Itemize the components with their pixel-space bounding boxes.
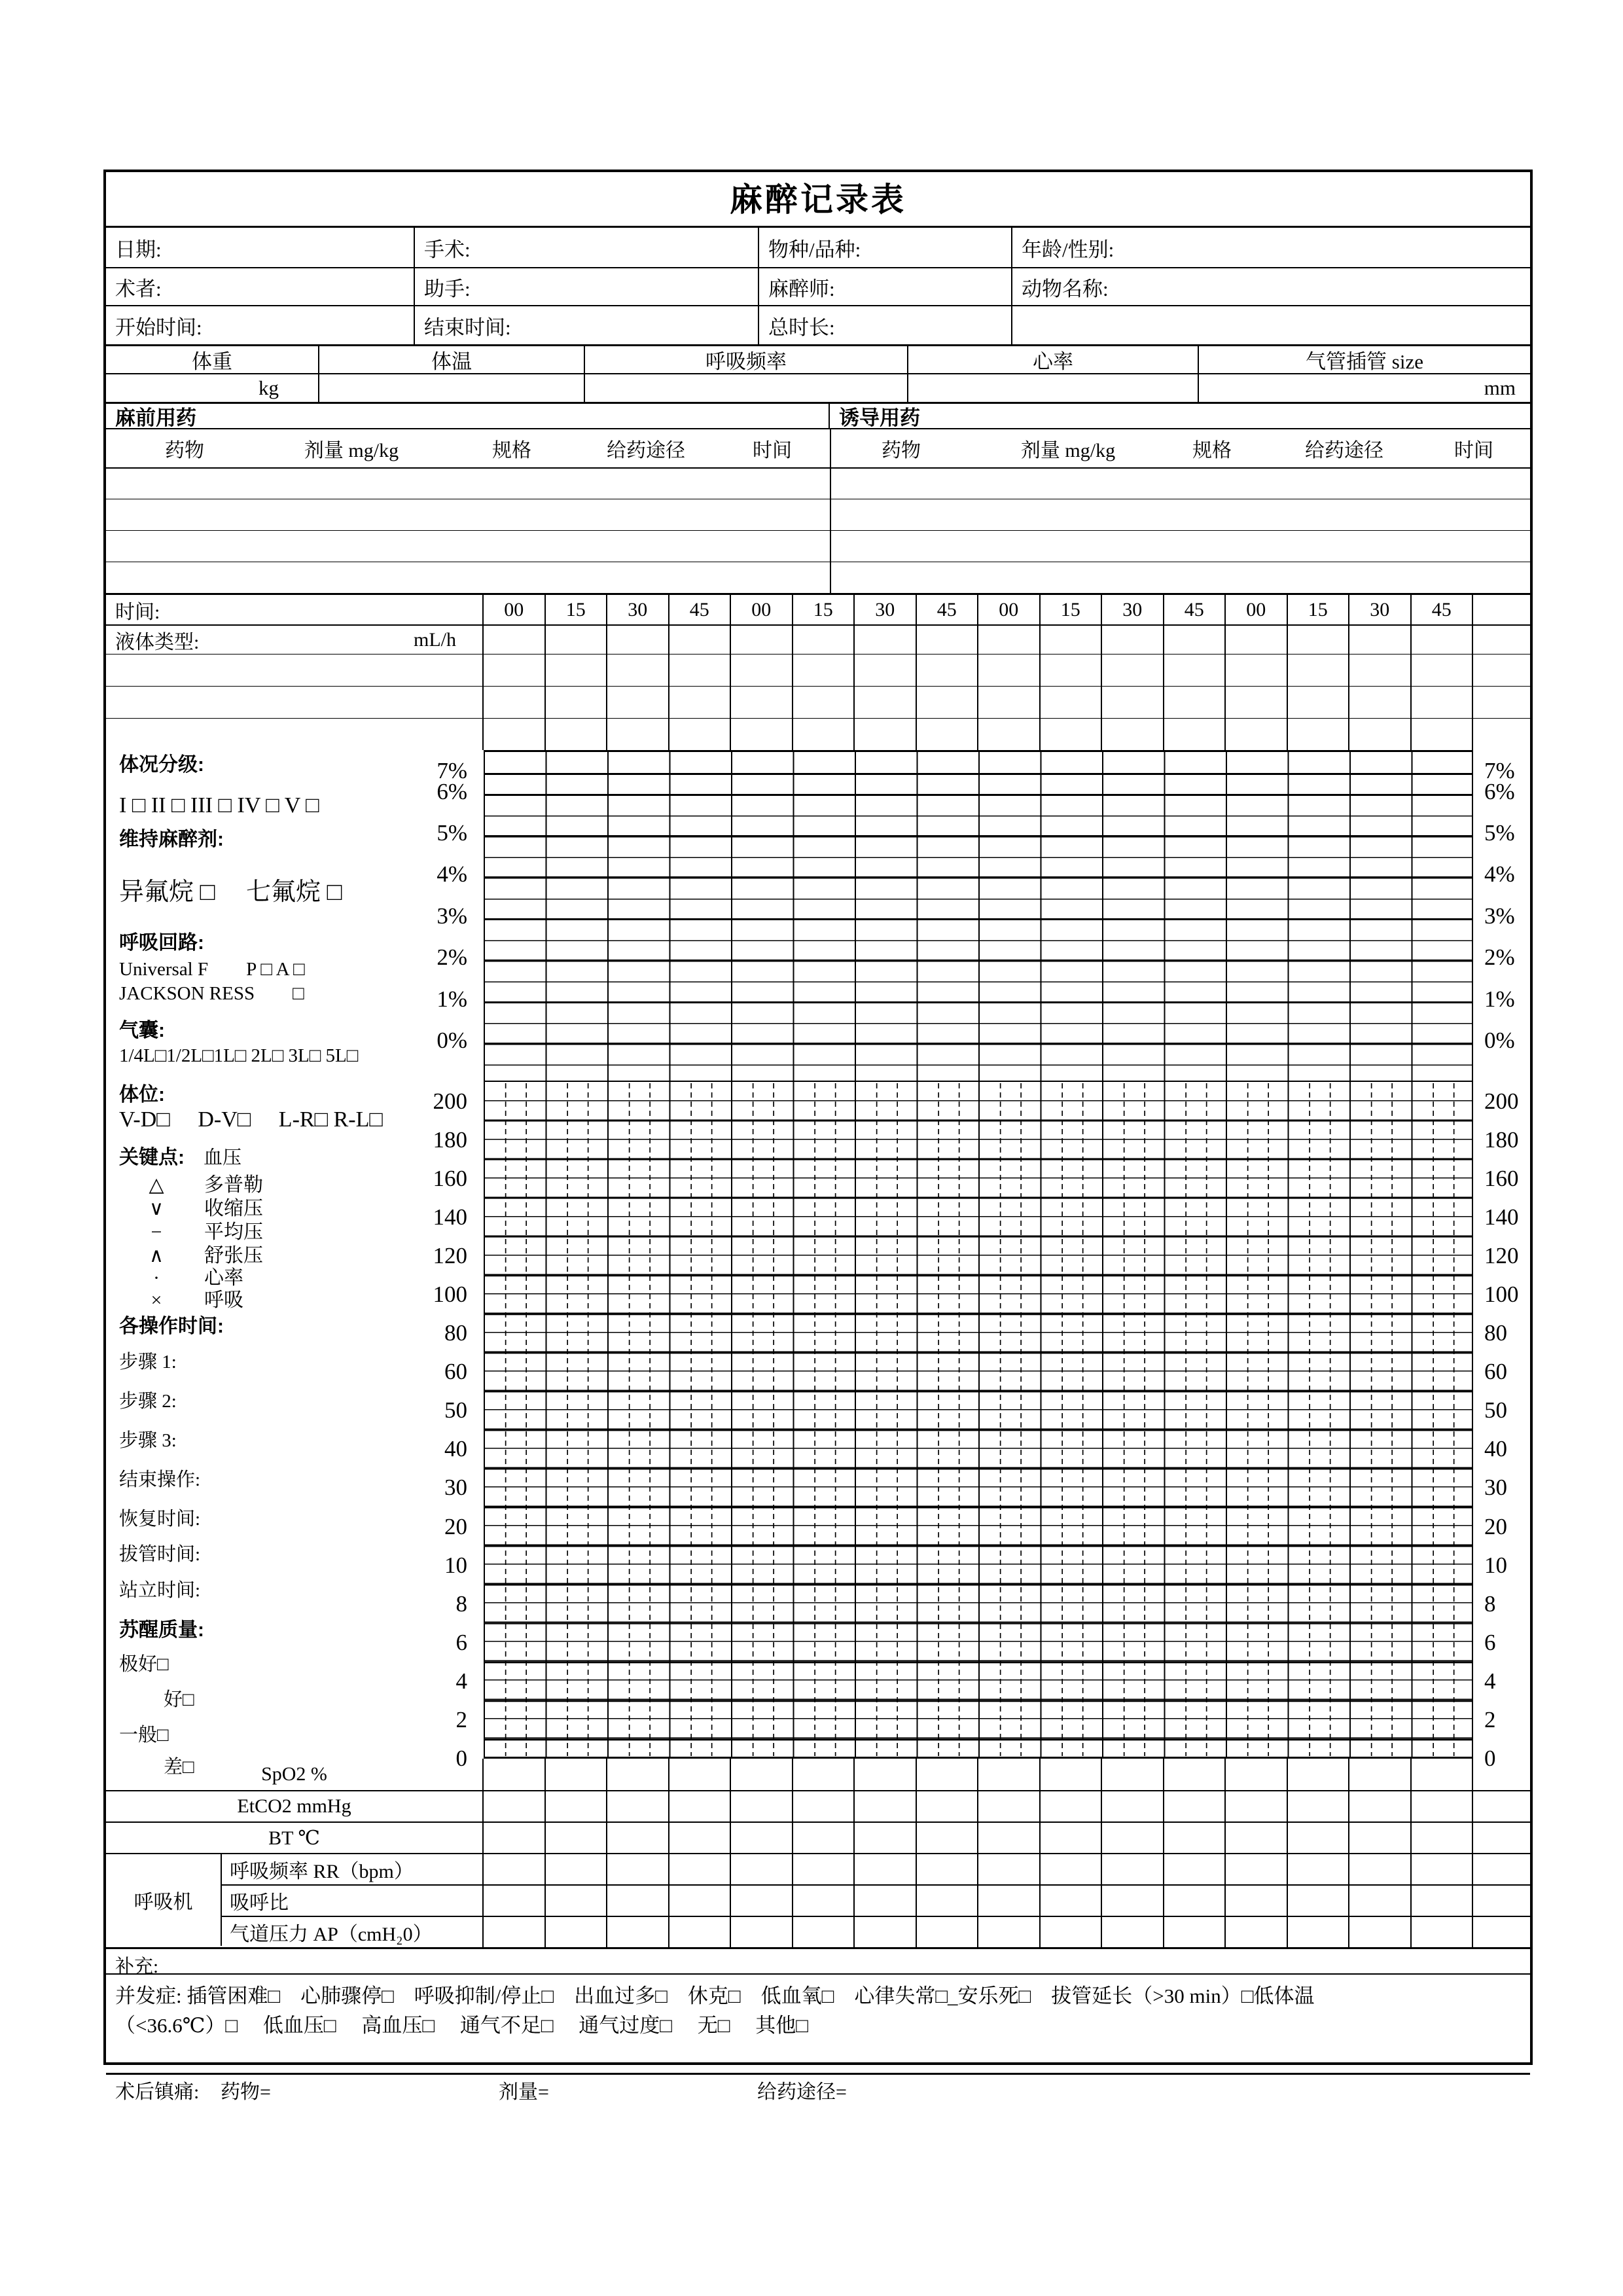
vital-rr-header: 呼吸频率 <box>585 346 908 373</box>
maintenance-agent-options[interactable]: 异氟烷 □ 七氟烷 □ <box>119 878 342 906</box>
time-col: 15 <box>1288 595 1350 624</box>
liquid-type-row[interactable] <box>106 624 1530 654</box>
time-col: 45 <box>917 595 979 624</box>
scale-right-10: 10 <box>1484 1552 1507 1578</box>
vital-hr-header: 心率 <box>908 346 1199 373</box>
scale-left-10: 10 <box>444 1552 467 1578</box>
scale-left-200: 200 <box>433 1088 467 1114</box>
scale-right-8: 8 <box>1484 1591 1496 1617</box>
time-col-extra <box>1473 595 1530 624</box>
premed-col-dose: 剂量 mg/kg <box>304 440 399 461</box>
scale-right-40: 40 <box>1484 1436 1507 1462</box>
time-col: 30 <box>855 595 917 624</box>
induction-col-drug: 药物 <box>882 440 921 461</box>
time-col: 15 <box>1041 595 1103 624</box>
supplement-row[interactable] <box>106 1947 1530 1977</box>
recovery-fair-option[interactable]: 一般□ <box>119 1725 169 1746</box>
scale-left-6pct: 6% <box>437 779 467 804</box>
weight-unit: kg <box>259 376 279 399</box>
field-end-time[interactable] <box>415 306 759 344</box>
keypoints-label: 关键点: 血压 <box>119 1147 242 1168</box>
caret-icon: ∧ <box>149 1245 164 1266</box>
page-title: 麻醉记录表 <box>106 172 1530 228</box>
field-surgeon[interactable] <box>106 268 415 305</box>
scale-left-4pct: 4% <box>437 861 467 887</box>
scale-left-4: 4 <box>455 1668 467 1694</box>
legend-mean: − 平均压 <box>137 1220 263 1245</box>
rebreathing-bag-options[interactable]: 1/4L□1/2L□1L□ 2L□ 3L□ 5L□ <box>119 1045 359 1066</box>
liquid-label: 液体类型: <box>115 631 200 653</box>
scale-right-140: 140 <box>1484 1204 1519 1230</box>
recovery-excellent-option[interactable]: 极好□ <box>119 1654 169 1675</box>
dash-icon: − <box>151 1221 162 1243</box>
step-2-field[interactable]: 步骤 2: <box>119 1391 177 1412</box>
complications-line-1: 并发症: 插管困难□ 心肺骤停□ 呼吸抑制/停止□ 出血过多□ 休克□ 低血氧□ 心律失常□_安乐死□ 拔管延长（>30 min）□低体温 <box>115 1984 1315 2007</box>
scale-left-7pct: 7% <box>437 758 467 783</box>
header-row-3 <box>106 305 1530 344</box>
scale-right-180: 180 <box>1484 1127 1519 1153</box>
scale-left-2pct: 2% <box>437 944 467 970</box>
temp-entry-cell[interactable] <box>319 374 585 402</box>
scale-left-0: 0 <box>455 1746 467 1771</box>
body-position-label: 体位: <box>119 1084 165 1105</box>
induction-col-time: 时间 <box>1454 440 1493 461</box>
rebreathing-bag-label: 气囊: <box>119 1020 165 1041</box>
scale-right-4pct: 4% <box>1484 861 1515 887</box>
scale-right-6: 6 <box>1484 1630 1496 1655</box>
analgesia-drug-field[interactable]: 药物= <box>221 2081 271 2103</box>
complications-line-2: （<36.6℃）□ 低血压□ 高血压□ 通气不足□ 通气过度□ 无□ 其他□ <box>115 2014 808 2037</box>
vitals-trend-grid[interactable] <box>484 1082 1473 1759</box>
vital-tube-header: 气管插管 size <box>1306 350 1423 373</box>
scale-right-2: 2 <box>1484 1707 1496 1732</box>
scale-right-6pct: 6% <box>1484 779 1515 804</box>
bt-label-cell: BT ℃ <box>106 1823 484 1853</box>
scale-left-100: 100 <box>433 1282 467 1307</box>
scale-right-200: 200 <box>1484 1088 1519 1114</box>
field-total-duration[interactable] <box>759 306 1012 344</box>
percent-line <box>485 773 1472 775</box>
vent-ap-label-cell: 气道压力 AP（cmH₂0） <box>222 1917 484 1947</box>
agent-percent-grid[interactable] <box>484 750 1473 1082</box>
triangle-icon: △ <box>149 1174 164 1196</box>
circuit-universal-option[interactable]: Universal F P □ A □ <box>119 959 305 980</box>
legend-diastolic: ∧ 舒张压 <box>137 1244 263 1268</box>
spo2-label-cell: SpO2 % <box>106 1759 484 1790</box>
field-date-label: 日期: <box>115 238 162 261</box>
field-animal-name-label: 动物名称: <box>1022 277 1109 300</box>
maintenance-agent-label: 维持麻醉剂: <box>119 829 224 850</box>
time-col: 30 <box>1349 595 1412 624</box>
breathing-circuit-label: 呼吸回路: <box>119 932 204 954</box>
infusion-row[interactable] <box>106 686 1530 718</box>
post-op-analgesia-row[interactable] <box>106 2073 1530 2104</box>
percent-line <box>485 794 1472 796</box>
tube-unit: mm <box>1484 376 1516 399</box>
analgesia-label: 术后镇痛: <box>115 2081 200 2103</box>
scale-left-8: 8 <box>455 1591 467 1617</box>
analgesia-route-field[interactable]: 给药途径= <box>757 2081 847 2103</box>
time-col: 30 <box>607 595 669 624</box>
time-row-label-cell <box>106 595 484 624</box>
time-col: 00 <box>978 595 1041 624</box>
scale-left-140: 140 <box>433 1204 467 1230</box>
recovery-quality-label: 苏醒质量: <box>119 1619 204 1641</box>
premed-section-label: 麻前用药 <box>106 404 830 428</box>
five-min-dashed-grid <box>485 1082 1472 1756</box>
complications-row[interactable] <box>106 1973 1530 2037</box>
induction-section-label: 诱导用药 <box>839 406 920 429</box>
time-header-row <box>106 593 1530 624</box>
premed-col-drug: 药物 <box>165 440 204 461</box>
field-anesthetist-label: 麻醉师: <box>768 277 835 300</box>
rr-entry-cell[interactable] <box>585 374 908 402</box>
induction-col-route: 给药途径 <box>1305 440 1383 461</box>
vent-ie-label-cell: 吸呼比 <box>222 1886 484 1916</box>
legend-heart-rate: · 心率 <box>137 1266 243 1291</box>
scale-left-40: 40 <box>444 1436 467 1462</box>
time-col: 00 <box>731 595 793 624</box>
field-blank <box>1012 306 1530 344</box>
standing-time-field[interactable]: 站立时间: <box>119 1580 201 1601</box>
vent-rr-row[interactable] <box>106 1853 1530 1884</box>
scale-left-5pct: 5% <box>437 820 467 846</box>
vitals-entry-row <box>106 373 1530 402</box>
scale-left-180: 180 <box>433 1127 467 1153</box>
field-start-time-label: 开始时间: <box>115 315 202 339</box>
scale-right-0pct: 0% <box>1484 1028 1515 1053</box>
field-surgery-label: 手术: <box>424 238 471 261</box>
percent-line <box>485 1043 1472 1045</box>
header-row-1 <box>106 228 1530 267</box>
scale-left-80: 80 <box>444 1320 467 1346</box>
liquid-unit: mL/h <box>414 628 456 651</box>
med-entry-row[interactable] <box>106 530 1530 562</box>
etco2-label-cell: EtCO2 mmHg <box>106 1791 484 1821</box>
liquid-label-cell <box>106 626 484 654</box>
scale-right-7pct: 7% <box>1484 758 1515 783</box>
anesthesia-form <box>103 170 1533 2103</box>
hr-entry-cell[interactable] <box>908 374 1199 402</box>
time-col: 00 <box>484 595 546 624</box>
scale-right-80: 80 <box>1484 1320 1507 1346</box>
time-row-label: 时间: <box>115 601 160 623</box>
percent-line <box>485 876 1472 878</box>
scale-right-120: 120 <box>1484 1243 1519 1268</box>
scale-left-1pct: 1% <box>437 986 467 1012</box>
field-total-duration-label: 总时长: <box>768 315 835 339</box>
premed-col-spec: 规格 <box>492 440 531 461</box>
premed-col-time: 时间 <box>753 440 792 461</box>
ventilator-merged-cell <box>106 1854 222 1946</box>
time-col: 00 <box>1226 595 1288 624</box>
scale-left-2: 2 <box>455 1707 467 1732</box>
spo2-row[interactable] <box>106 1759 1530 1790</box>
vitals-header-row <box>106 344 1530 373</box>
percent-line <box>485 960 1472 961</box>
med-section-header <box>106 402 1530 428</box>
vent-ie-ratio-row[interactable] <box>106 1884 1530 1916</box>
scale-left-6: 6 <box>455 1630 467 1655</box>
med-entry-row[interactable] <box>106 467 1530 499</box>
weight-entry-cell[interactable] <box>106 374 319 402</box>
scale-right-4: 4 <box>1484 1668 1496 1694</box>
analgesia-dose-field[interactable]: 剂量= <box>499 2081 549 2103</box>
operation-times-label: 各操作时间: <box>119 1316 224 1337</box>
induction-col-dose: 剂量 mg/kg <box>1020 440 1116 461</box>
time-col: 15 <box>546 595 608 624</box>
scale-right-0: 0 <box>1484 1746 1496 1771</box>
premed-col-route: 给药途径 <box>607 440 685 461</box>
scale-right-1pct: 1% <box>1484 986 1515 1012</box>
scale-left-160: 160 <box>433 1166 467 1191</box>
scale-right-50: 50 <box>1484 1397 1507 1423</box>
infusion-row[interactable] <box>106 654 1530 686</box>
med-entry-row[interactable] <box>106 499 1530 530</box>
condition-grade-options[interactable]: I □ II □ III □ IV □ V □ <box>119 793 319 817</box>
condition-grade-label: 体况分级: <box>119 754 204 776</box>
vent-rr-label-cell: 呼吸频率 RR（bpm） <box>222 1854 484 1884</box>
scale-left-50: 50 <box>444 1397 467 1423</box>
ventilator-label: 呼吸机 <box>134 1892 193 1913</box>
field-anesthetist[interactable] <box>759 268 1012 305</box>
header-row-2 <box>106 267 1530 305</box>
scale-right-30: 30 <box>1484 1475 1507 1500</box>
field-age-sex[interactable] <box>1012 228 1530 267</box>
scale-left-3pct: 3% <box>437 903 467 929</box>
circuit-jackson-option[interactable]: JACKSON RESS □ <box>119 983 304 1004</box>
vital-temp-header: 体温 <box>319 346 585 373</box>
vee-icon: ∨ <box>149 1198 164 1219</box>
percent-line <box>485 918 1472 920</box>
scale-left-60: 60 <box>444 1359 467 1384</box>
field-assistant[interactable] <box>415 268 759 305</box>
extubation-time-field[interactable]: 拔管时间: <box>119 1544 201 1565</box>
tube-entry-cell[interactable] <box>1199 374 1530 402</box>
scale-right-60: 60 <box>1484 1359 1507 1384</box>
dot-icon: · <box>153 1267 160 1289</box>
field-assistant-label: 助手: <box>424 277 471 300</box>
vent-airway-pressure-row[interactable] <box>106 1916 1530 1947</box>
end-operation-field[interactable]: 结束操作: <box>119 1469 201 1490</box>
med-columns-header <box>106 428 1530 467</box>
scale-right-160: 160 <box>1484 1166 1519 1191</box>
field-age-sex-label: 年龄/性别: <box>1022 238 1115 261</box>
half-divider <box>830 429 831 467</box>
field-surgery[interactable] <box>415 228 759 267</box>
scale-left-0pct: 0% <box>437 1028 467 1053</box>
legend-systolic: ∨ 收缩压 <box>137 1196 263 1221</box>
time-col: 45 <box>1164 595 1226 624</box>
percent-line <box>485 1001 1472 1003</box>
med-entry-row[interactable] <box>106 562 1530 593</box>
percent-line <box>485 835 1472 837</box>
induction-col-spec: 规格 <box>1192 440 1232 461</box>
scale-left-30: 30 <box>444 1475 467 1500</box>
scale-left-20: 20 <box>444 1514 467 1539</box>
infusion-row[interactable] <box>106 718 1530 750</box>
body-position-options[interactable]: V-D□ D-V□ L-R□ R-L□ <box>119 1107 383 1132</box>
field-species[interactable] <box>759 228 1012 267</box>
field-start-time[interactable] <box>106 306 415 344</box>
scale-right-2pct: 2% <box>1484 944 1515 970</box>
field-animal-name[interactable] <box>1012 268 1530 305</box>
time-col: 45 <box>669 595 732 624</box>
scale-right-20: 20 <box>1484 1514 1507 1539</box>
field-date[interactable] <box>106 228 415 267</box>
time-col: 15 <box>793 595 855 624</box>
step-1-field[interactable]: 步骤 1: <box>119 1352 177 1372</box>
scale-right-5pct: 5% <box>1484 820 1515 846</box>
field-surgeon-label: 术者: <box>115 277 162 300</box>
scale-right-3pct: 3% <box>1484 903 1515 929</box>
legend-respiration: × 呼吸 <box>137 1288 243 1313</box>
field-end-time-label: 结束时间: <box>424 315 511 339</box>
cross-icon: × <box>151 1289 162 1311</box>
scale-right-100: 100 <box>1484 1282 1519 1307</box>
recovery-poor-option[interactable]: 差□ <box>164 1757 194 1778</box>
time-col: 45 <box>1412 595 1474 624</box>
field-species-label: 物种/品种: <box>768 238 861 261</box>
scale-left-120: 120 <box>433 1243 467 1268</box>
body-temp-row[interactable] <box>106 1821 1530 1853</box>
supplement-label: 补充: <box>115 1956 159 1977</box>
vital-weight-header: 体重 <box>106 346 319 373</box>
legend-doppler: △ 多普勒 <box>137 1173 263 1198</box>
time-col: 30 <box>1102 595 1164 624</box>
recovery-time-field[interactable]: 恢复时间: <box>119 1509 201 1530</box>
recovery-good-option[interactable]: 好□ <box>164 1689 194 1710</box>
step-3-field[interactable]: 步骤 3: <box>119 1430 177 1451</box>
etco2-row[interactable] <box>106 1790 1530 1821</box>
